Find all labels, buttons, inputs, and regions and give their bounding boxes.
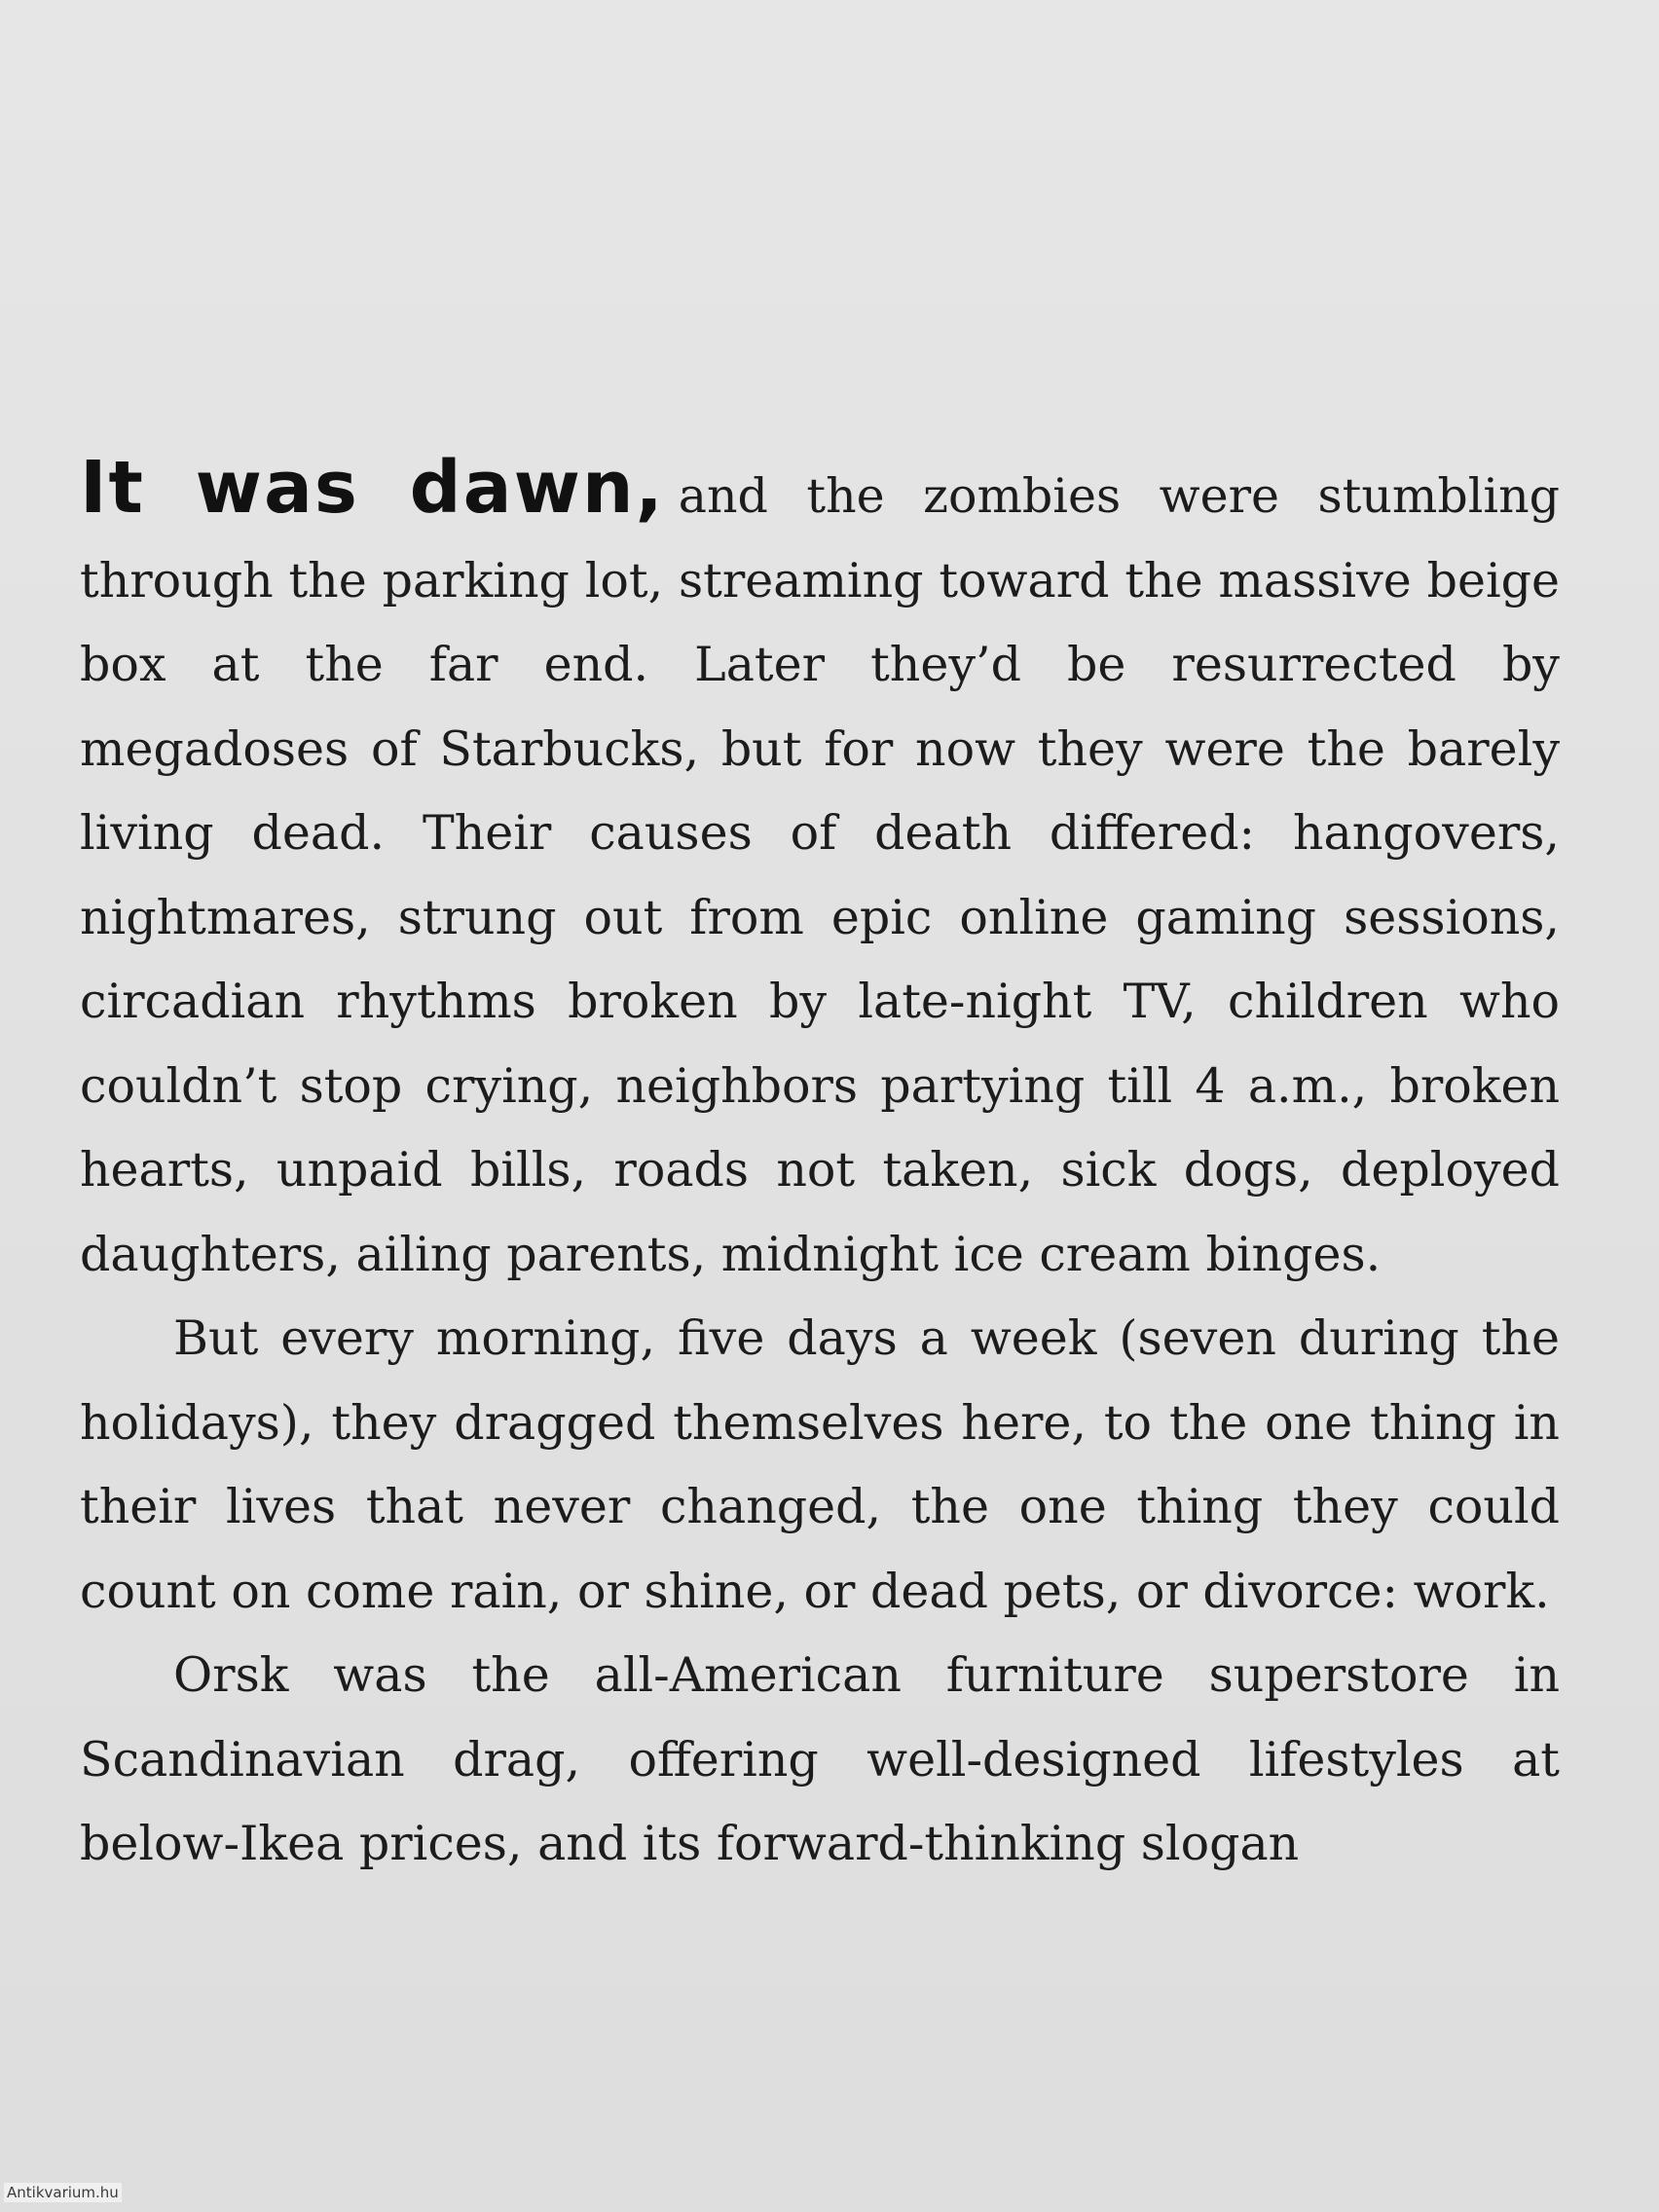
paragraph-1-text: and the zombies were stumbling through the parking lot, streaming toward the massive beige box at the far end. Later they’d be resurrected by megadoses of Starbucks, but for now they were the barely living dead. Their causes of death differed: hangovers, nightmares, strung out from epic online gaming sessions, circadian rhythms broken by late-night TV, children who couldn’t stop crying, neighbors partying till 4 a.m., broken hearts, unpaid bills, roads not taken, sick dogs, deployed daughters, ailing parents, midnight ice cream binges. [80,468,1560,1282]
body-text [80,446,1560,1887]
watermark: Antikvarium.hu [4,2183,122,2202]
paragraph-1 [80,446,1560,1297]
chapter-lead-in: It was dawn, [80,446,665,530]
show-through-text [88,10,1606,345]
paragraph-3: Orsk was the all-American furniture superstore in Scandinavian drag, offering well-designed lifestyles at below-Ikea prices, and its forward-thinking slogan [80,1647,1560,1871]
paragraph-2: But every morning, five days a week (seven during the holidays), they dragged themselves here, to the one thing in their lives that never changed, the one thing they could count on come rain, or shine, or dead pets, or divorce: work. [80,1310,1560,1619]
